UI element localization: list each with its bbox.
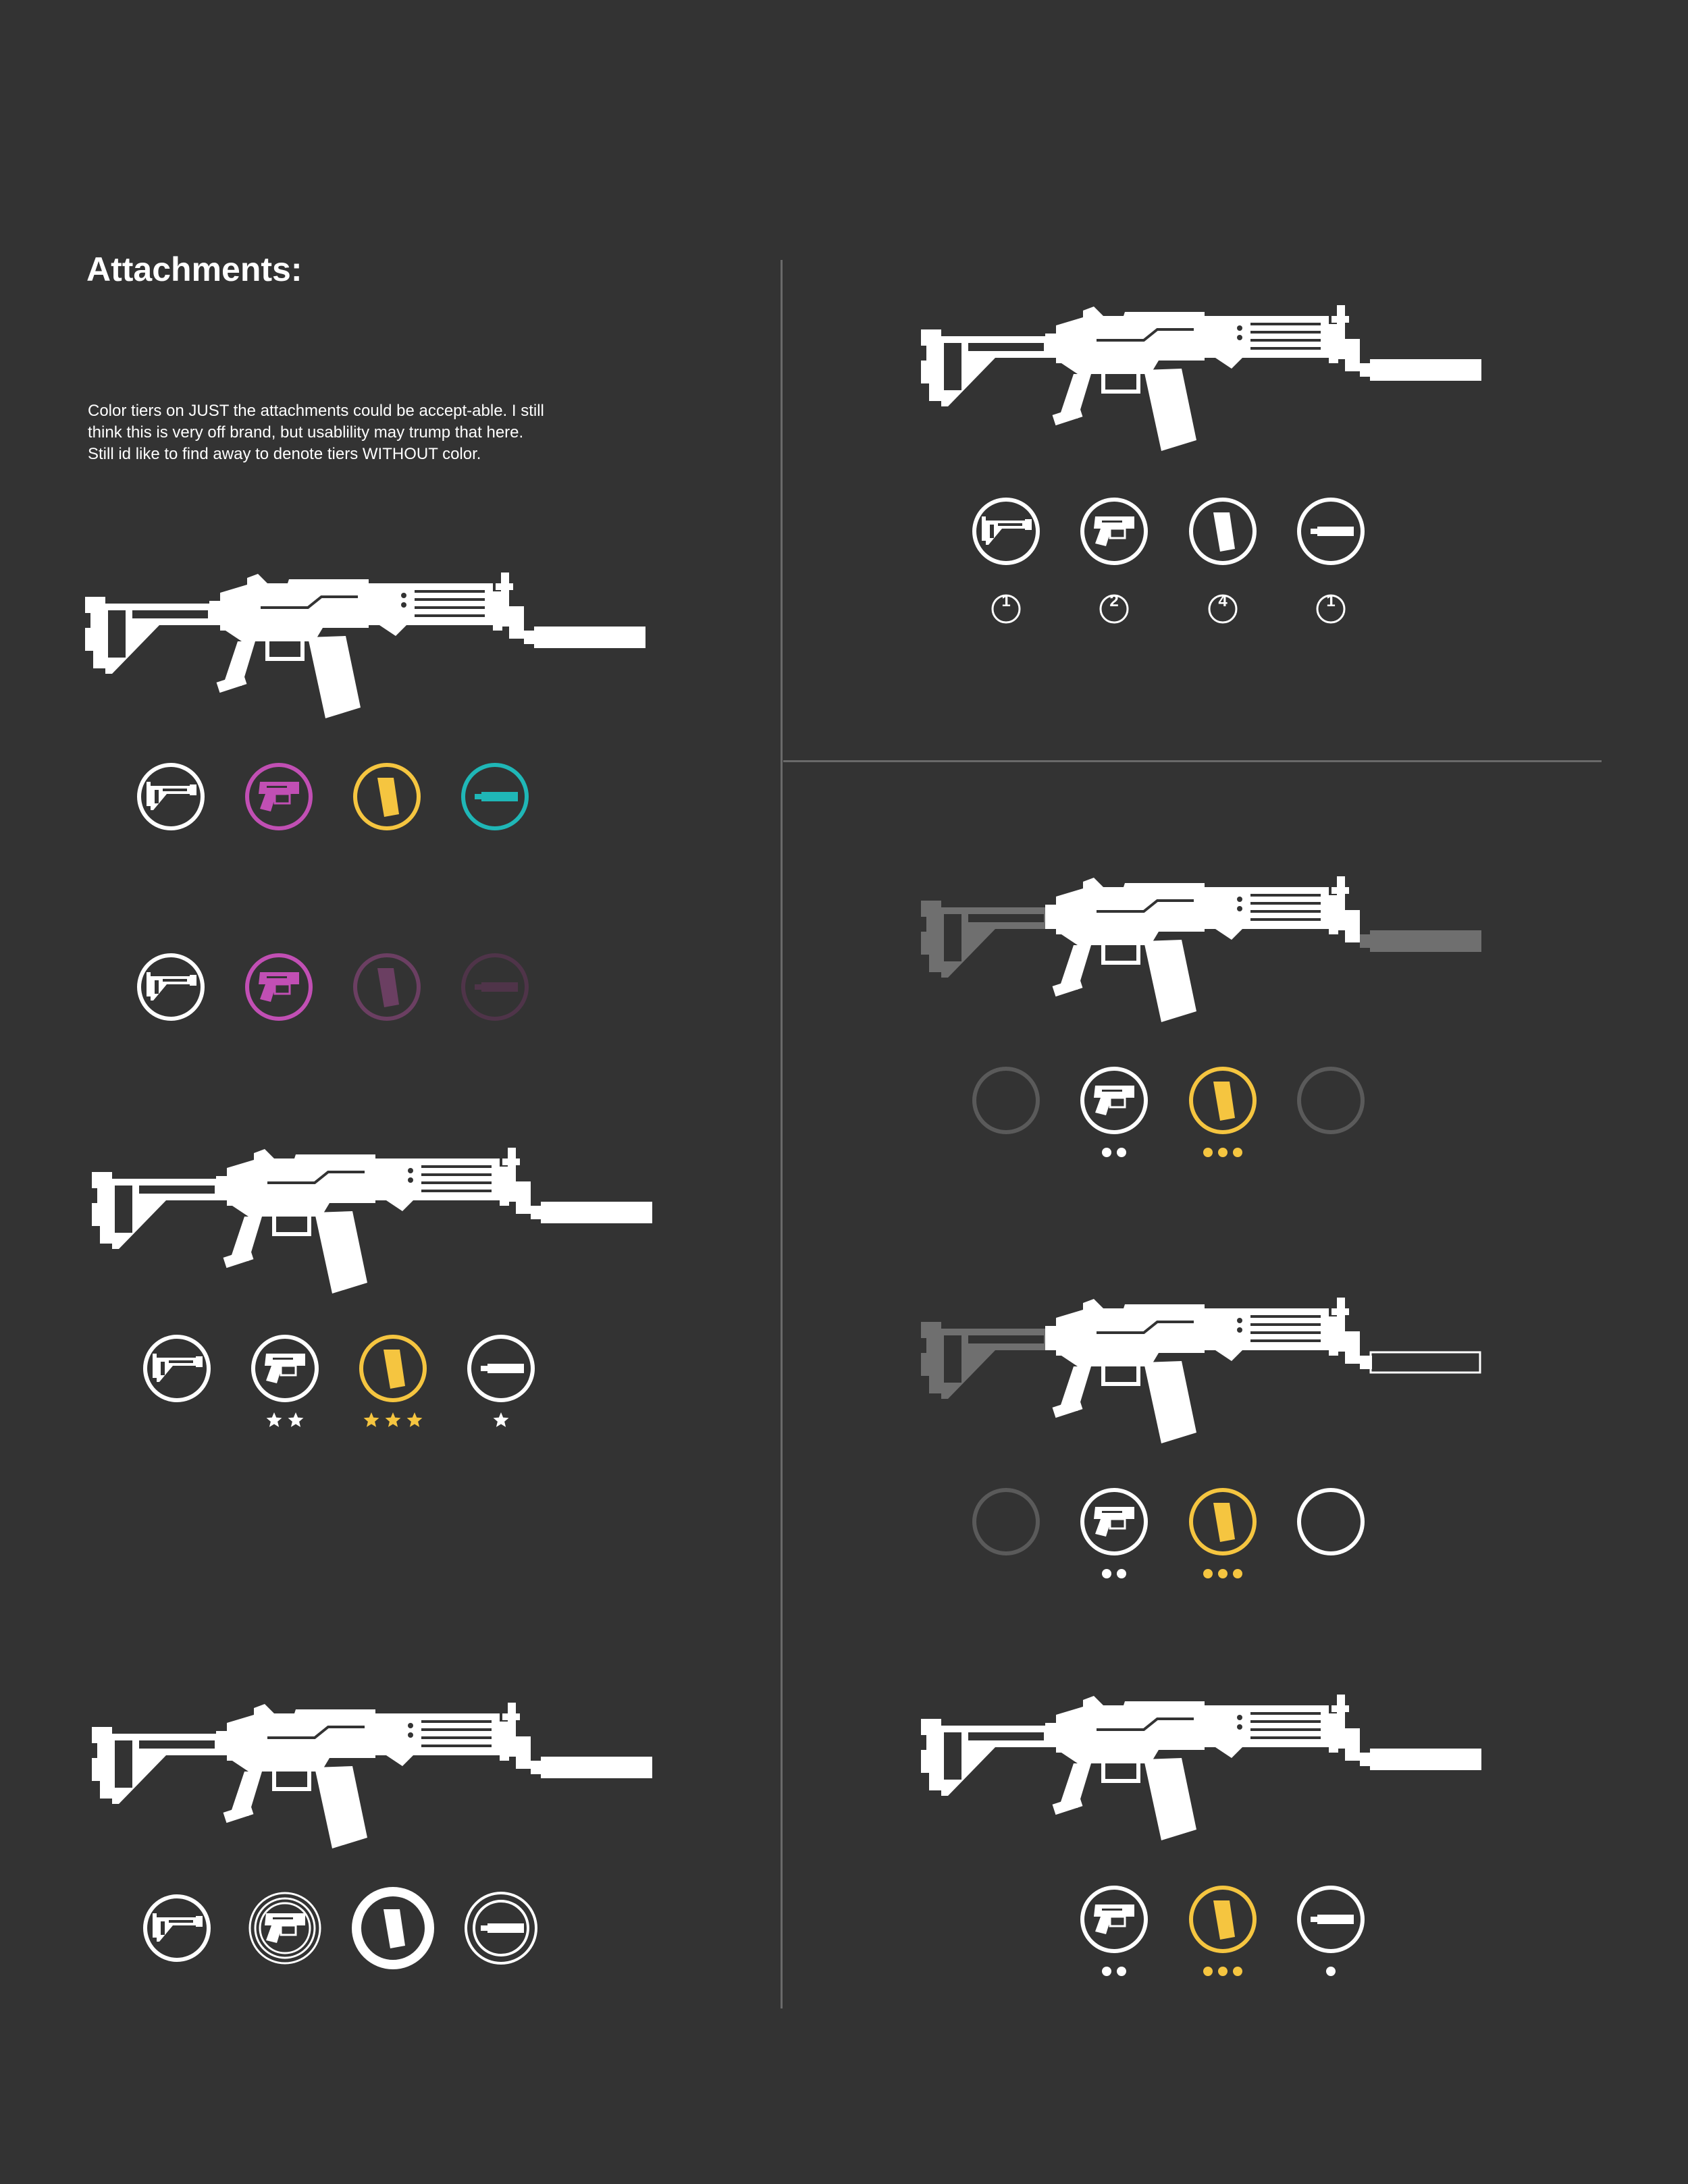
grip-attachment-badge[interactable] (1070, 487, 1158, 575)
magazine-icon (1213, 512, 1235, 552)
suppressor-attachment-badge[interactable] (451, 943, 539, 1031)
dot-icon (1102, 1967, 1111, 1976)
star-icon (407, 1412, 423, 1427)
grip-icon (259, 782, 299, 811)
magazine-attachment-badge[interactable] (343, 943, 431, 1031)
magazine-attachment-badge[interactable] (349, 1884, 437, 1972)
tier-number: 1 (1001, 592, 1011, 610)
stock-part (92, 1727, 220, 1804)
tier-stars (491, 1410, 511, 1431)
magazine-attachment-badge[interactable] (1179, 487, 1267, 575)
stock-part (92, 1172, 220, 1249)
tier-dots (1198, 1564, 1248, 1584)
dot-icon (1117, 1569, 1126, 1578)
dot-icon (1203, 1148, 1213, 1157)
tier-number: 1 (1326, 592, 1336, 610)
stock-part (921, 329, 1049, 406)
rifle-illustration (921, 298, 1481, 454)
star-icon (386, 1412, 401, 1427)
star-icon (288, 1412, 304, 1427)
stock-part (921, 901, 1049, 978)
tier-number: 4 (1218, 592, 1228, 610)
tier-number-badge (1314, 592, 1348, 626)
grip-attachment-badge[interactable] (235, 753, 323, 841)
rifle-illustration (92, 1696, 652, 1851)
stock-part (85, 597, 213, 674)
magazine-attachment-badge[interactable] (349, 1325, 437, 1412)
tier-dots (1097, 1142, 1132, 1163)
magazine-attachment-badge[interactable] (1179, 1478, 1267, 1566)
rifle-illustration (92, 1141, 652, 1296)
dot-icon (1117, 1148, 1126, 1157)
star-icon (267, 1412, 282, 1427)
stock-attachment-badge[interactable] (133, 1884, 221, 1972)
tier-stars (361, 1410, 425, 1431)
stock-icon (153, 1354, 203, 1382)
tier-number-badge (1206, 592, 1240, 626)
stock-icon (153, 1913, 203, 1942)
stock-part (921, 1719, 1049, 1796)
suppressor-attachment-badge[interactable] (1287, 487, 1375, 575)
tier-dots (1097, 1961, 1132, 1981)
dot-icon (1102, 1569, 1111, 1578)
grip-icon (259, 972, 299, 1002)
empty-slot-attachment-badge[interactable] (1287, 1057, 1375, 1144)
empty-slot-attachment-badge[interactable] (962, 1478, 1050, 1566)
stock-icon (982, 516, 1032, 545)
stock-icon (147, 972, 196, 1001)
tier-number-badge (989, 592, 1023, 626)
magazine-attachment-badge[interactable] (1179, 1875, 1267, 1963)
grip-attachment-badge[interactable] (1070, 1057, 1158, 1144)
vertical-divider (781, 260, 783, 2008)
dot-icon (1233, 1148, 1242, 1157)
suppressor-attachment-badge[interactable] (451, 753, 539, 841)
page-title: Attachments: (86, 250, 302, 288)
stock-attachment-badge[interactable] (133, 1325, 221, 1412)
grip-attachment-badge[interactable] (1070, 1478, 1158, 1566)
dot-icon (1233, 1967, 1242, 1976)
dot-icon (1203, 1967, 1213, 1976)
dot-icon (1117, 1967, 1126, 1976)
stock-part (921, 1322, 1049, 1399)
tier-dots (1097, 1564, 1132, 1584)
suppressor-attachment-badge[interactable] (457, 1884, 545, 1972)
rifle-illustration (921, 870, 1481, 1025)
empty-slot-attachment-badge[interactable] (962, 1057, 1050, 1144)
suppressor-icon (1311, 1915, 1354, 1924)
dot-icon (1233, 1569, 1242, 1578)
stock-attachment-badge[interactable] (127, 753, 215, 841)
grip-attachment-badge[interactable] (1070, 1875, 1158, 1963)
rifle-illustration (85, 566, 645, 721)
star-icon (494, 1412, 509, 1427)
tier-dots (1198, 1142, 1248, 1163)
grip-icon (1094, 516, 1134, 546)
suppressor-icon (481, 1364, 524, 1373)
suppressor-attachment-badge[interactable] (457, 1325, 545, 1412)
design-note: Color tiers on JUST the attachments could be accept-able. I still think this is very off brand, but usablility may trump that here. Still id like to find away to denote tiers WITHOUT color. (88, 402, 544, 463)
dot-icon (1218, 1967, 1228, 1976)
magazine-icon (377, 968, 399, 1007)
magazine-icon (377, 778, 399, 817)
grip-icon (1094, 1086, 1134, 1115)
stock-icon (147, 782, 196, 810)
grip-icon (265, 1354, 305, 1383)
grip-attachment-badge[interactable] (235, 943, 323, 1031)
grip-icon (265, 1913, 305, 1943)
star-icon (364, 1412, 379, 1427)
dot-icon (1218, 1569, 1228, 1578)
magazine-icon (384, 1909, 405, 1948)
grip-attachment-badge[interactable] (241, 1325, 329, 1412)
magazine-icon (1213, 1900, 1235, 1940)
dot-icon (1102, 1148, 1111, 1157)
tier-dots (1198, 1961, 1248, 1981)
suppressor-attachment-badge[interactable] (1287, 1875, 1375, 1963)
rifle-illustration (921, 1291, 1481, 1446)
stock-attachment-badge[interactable] (127, 943, 215, 1031)
magazine-attachment-badge[interactable] (343, 753, 431, 841)
rifle-illustration (921, 1688, 1481, 1843)
dot-icon (1326, 1967, 1336, 1976)
magazine-icon (1213, 1082, 1235, 1121)
suppressor-icon (481, 1923, 524, 1933)
dot-icon (1203, 1569, 1213, 1578)
tier-number-badge (1097, 592, 1131, 626)
stock-attachment-badge[interactable] (962, 487, 1050, 575)
magazine-icon (384, 1350, 405, 1389)
grip-icon (1094, 1905, 1134, 1934)
grip-attachment-badge[interactable] (241, 1884, 329, 1972)
magazine-attachment-badge[interactable] (1179, 1057, 1267, 1144)
magazine-icon (1213, 1503, 1235, 1542)
horizontal-divider (783, 760, 1602, 762)
grip-icon (1094, 1507, 1134, 1537)
suppressor-icon (475, 792, 518, 801)
suppressor-icon (475, 982, 518, 992)
suppressor-icon (1311, 527, 1354, 536)
dot-icon (1218, 1148, 1228, 1157)
tier-dots (1321, 1961, 1341, 1981)
tier-stars (264, 1410, 306, 1431)
tier-number: 2 (1109, 592, 1119, 610)
empty-slot-attachment-badge[interactable] (1287, 1478, 1375, 1566)
